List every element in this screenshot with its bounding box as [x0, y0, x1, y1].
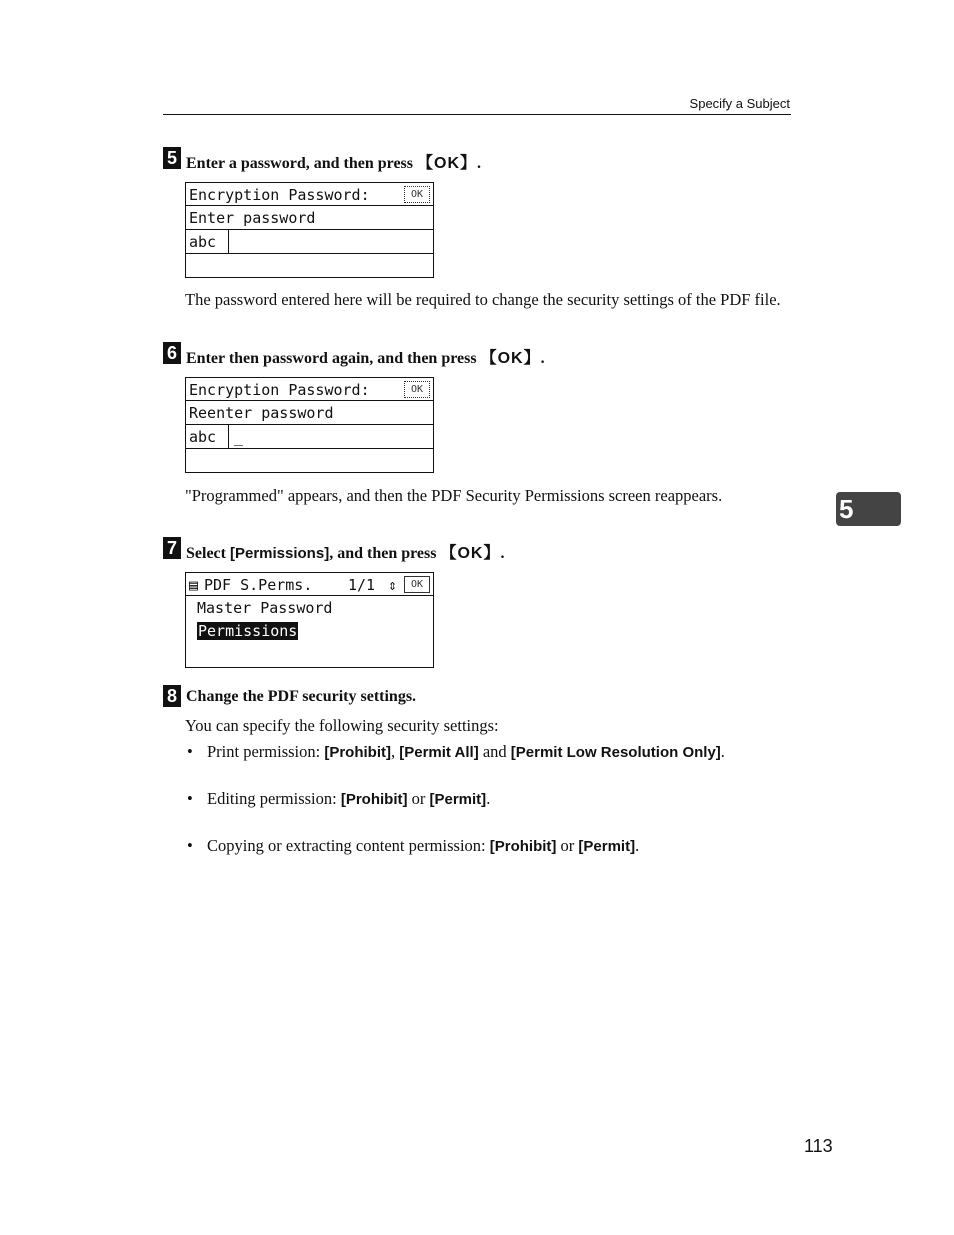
ok-key-label: 【OK】 [440, 545, 501, 562]
step-6-instruction [186, 345, 545, 368]
bullet-marker: • [187, 742, 193, 761]
bullet-label: Copying or extracting content permission: [207, 836, 490, 855]
lcd-input-row[interactable] [186, 425, 433, 449]
lcd-input-row[interactable] [186, 230, 433, 254]
ok-icon[interactable]: OK [404, 381, 430, 398]
lcd-input-mode: abc [189, 428, 217, 446]
lcd-title-row [186, 183, 433, 206]
option-prohibit: [Prohibit] [324, 744, 391, 761]
lcd-screen-pdf-permissions [185, 572, 434, 668]
option-permit-all: [Permit All] [399, 744, 479, 761]
lcd-input-value: _ [234, 428, 244, 446]
step-5-number: 5 [163, 147, 181, 169]
menu-item-permissions[interactable]: Permissions [198, 622, 298, 640]
sep: or [556, 836, 579, 855]
lcd-input-mode: abc [189, 233, 217, 251]
lcd-title: Encryption Password: [189, 381, 370, 399]
scroll-updown-icon[interactable]: ⇕ [388, 576, 398, 594]
header-rule [163, 114, 791, 115]
lcd-title: Encryption Password: [189, 186, 370, 204]
lcd-title: PDF S.Perms. [204, 576, 313, 594]
bullet-label: Editing permission: [207, 789, 341, 808]
lcd-screen-enter-password [185, 182, 434, 278]
bullet-label: Print permission: [207, 742, 325, 761]
ok-key-label: 【OK】 [417, 155, 478, 172]
running-header: Specify a Subject [689, 96, 790, 111]
step-7-period: . [500, 545, 505, 562]
sep: , [391, 742, 400, 761]
step-5-period: . [477, 155, 482, 172]
step-8-number: 8 [163, 685, 181, 707]
step-7-text: Select [186, 545, 230, 562]
step-6-period: . [540, 350, 545, 367]
ok-icon[interactable]: OK [404, 186, 430, 203]
menu-item-master-password[interactable]: Master Password [197, 599, 333, 617]
sep: or [407, 789, 430, 808]
ok-icon[interactable]: OK [404, 576, 430, 593]
chapter-tab: 5 [836, 492, 901, 526]
bullet-marker: • [187, 836, 193, 855]
step-6-text: Enter then password again, and then press [186, 350, 481, 367]
page-number: 113 [804, 1136, 833, 1156]
bullet-marker: • [187, 789, 193, 808]
option-prohibit: [Prohibit] [340, 791, 408, 808]
permissions-option-label: [Permissions] [229, 545, 330, 562]
bullet-print-permission [207, 742, 725, 762]
lcd-title-row [186, 573, 433, 596]
option-permit-low-resolution-only: [Permit Low Resolution Only] [510, 744, 721, 761]
lcd-separator [228, 230, 229, 253]
lcd-prompt: Reenter password [189, 404, 334, 422]
step-8-instruction: Change the PDF security settings. [186, 688, 417, 705]
sep: . [720, 742, 725, 761]
sep: . [486, 789, 491, 808]
step-6-number: 6 [163, 342, 181, 364]
lcd-title-row [186, 378, 433, 401]
ok-key-label: 【OK】 [480, 350, 541, 367]
sep: . [635, 836, 640, 855]
sep: and [478, 742, 511, 761]
lcd-separator [228, 425, 229, 448]
option-permit: [Permit] [429, 791, 487, 808]
option-permit: [Permit] [578, 838, 636, 855]
lcd-prompt-row [186, 206, 433, 230]
lcd-prompt: Enter password [189, 209, 316, 227]
document-icon: ▤ [189, 576, 199, 594]
step-5-text: Enter a password, and then press [186, 155, 418, 172]
step-7-mid: , and then press [329, 545, 441, 562]
step-5-instruction [186, 150, 481, 173]
bullet-editing-permission [207, 789, 490, 809]
step-6-note: "Programmed" appears, and then the PDF Security Permissions screen reappears. [185, 486, 723, 505]
step-8-intro: You can specify the following security settings: [185, 716, 499, 735]
step-7-number: 7 [163, 537, 181, 559]
lcd-page-indicator: 1/1 [348, 576, 376, 594]
lcd-prompt-row [186, 401, 433, 425]
lcd-screen-reenter-password [185, 377, 434, 473]
option-prohibit: [Prohibit] [489, 838, 557, 855]
step-5-note: The password entered here will be required to change the security settings of the PDF file. [185, 290, 781, 309]
bullet-copying-permission [207, 836, 639, 856]
step-7-instruction [186, 540, 505, 563]
